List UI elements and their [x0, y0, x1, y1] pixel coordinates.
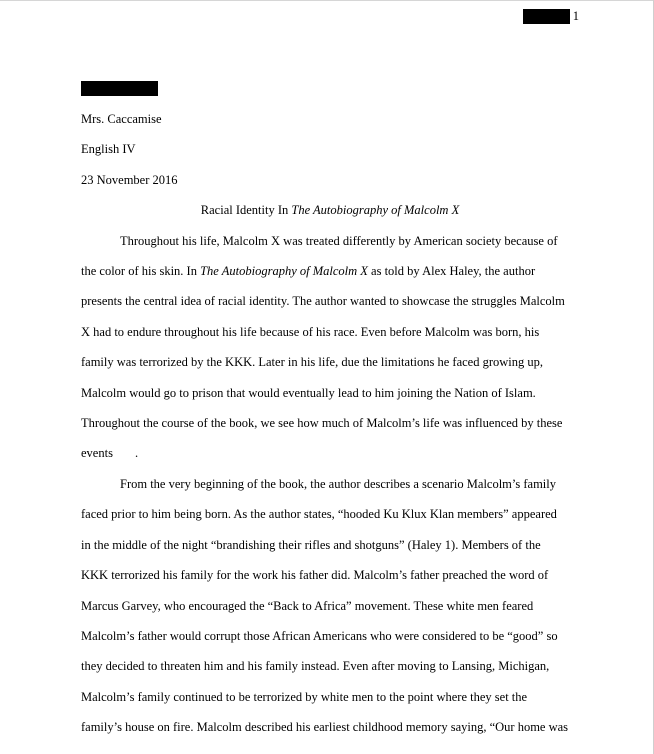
- essay-title: [81, 195, 579, 225]
- paragraph-1-line: Malcolm would go to prison that would eventually lead to him joining the Nation of Islam.: [81, 385, 536, 400]
- paragraph-2-line: family’s house on fire. Malcolm described his earliest childhood memory saying, “Our home was: [81, 720, 569, 735]
- essay-date: 23 November 2016: [81, 172, 178, 187]
- essay-body: [81, 104, 579, 743]
- paragraph-1-line: [81, 438, 579, 468]
- paragraph-2-line: Malcolm’s family continued to be terrorized by white men to the point where they set the: [81, 689, 528, 704]
- paragraph-2-line: in the middle of the night “brandishing their rifles and shotguns” (Haley 1). Members of the: [81, 537, 541, 552]
- paragraph-2-line: From the very beginning of the book, the author describes a scenario Malcolm’s family: [120, 476, 556, 491]
- page-top-border: [0, 0, 654, 1]
- paragraph-2-line: faced prior to him being born. As the author states, “hooded Ku Klux Klan members” appeared: [81, 507, 557, 522]
- paragraph-2-line: Malcolm’s father would corrupt those African Americans who were considered to be “good” so: [81, 628, 558, 643]
- paragraph-1-line: presents the central idea of racial identity. The author wanted to showcase the struggles Malcolm: [81, 294, 565, 309]
- text-run: as told by Alex Haley, the author: [367, 264, 536, 279]
- paragraph-2-line: KKK terrorized his family for the work his father did. Malcolm’s father preached the word of: [81, 568, 549, 583]
- paragraph-1-line: Throughout his life, Malcolm X was treated differently by American society because of: [120, 233, 558, 248]
- paragraph-1-line: X had to endure throughout his life because of his race. Even before Malcolm was born, his: [81, 324, 540, 339]
- text-run: the color of his skin. In: [81, 264, 201, 279]
- redacted-surname: [523, 9, 570, 24]
- page-header: [523, 9, 579, 24]
- page-number: 1: [572, 9, 579, 23]
- paragraph-1-line: family was terrorized by the KKK. Later in his life, due the limitations he faced growing up,: [81, 355, 544, 370]
- title-prefix: Racial Identity In: [200, 203, 292, 218]
- text-run: events: [81, 446, 113, 461]
- paragraph-1-line: [81, 256, 579, 286]
- stray-period: .: [134, 446, 139, 461]
- redacted-student-name: [81, 81, 158, 96]
- title-book: The Autobiography of Malcolm X: [291, 203, 460, 218]
- course-name: English IV: [81, 142, 136, 157]
- paragraph-2-line: they decided to threaten him and his family instead. Even after moving to Lansing, Michigan,: [81, 659, 550, 674]
- paragraph-2-line: Marcus Garvey, who encouraged the “Back to Africa” movement. These white men feared: [81, 598, 534, 613]
- book-title: The Autobiography of Malcolm X: [200, 264, 368, 279]
- teacher-name: Mrs. Caccamise: [81, 112, 162, 126]
- paragraph-1-line: Throughout the course of the book, we see how much of Malcolm’s life was influenced by these: [81, 416, 563, 431]
